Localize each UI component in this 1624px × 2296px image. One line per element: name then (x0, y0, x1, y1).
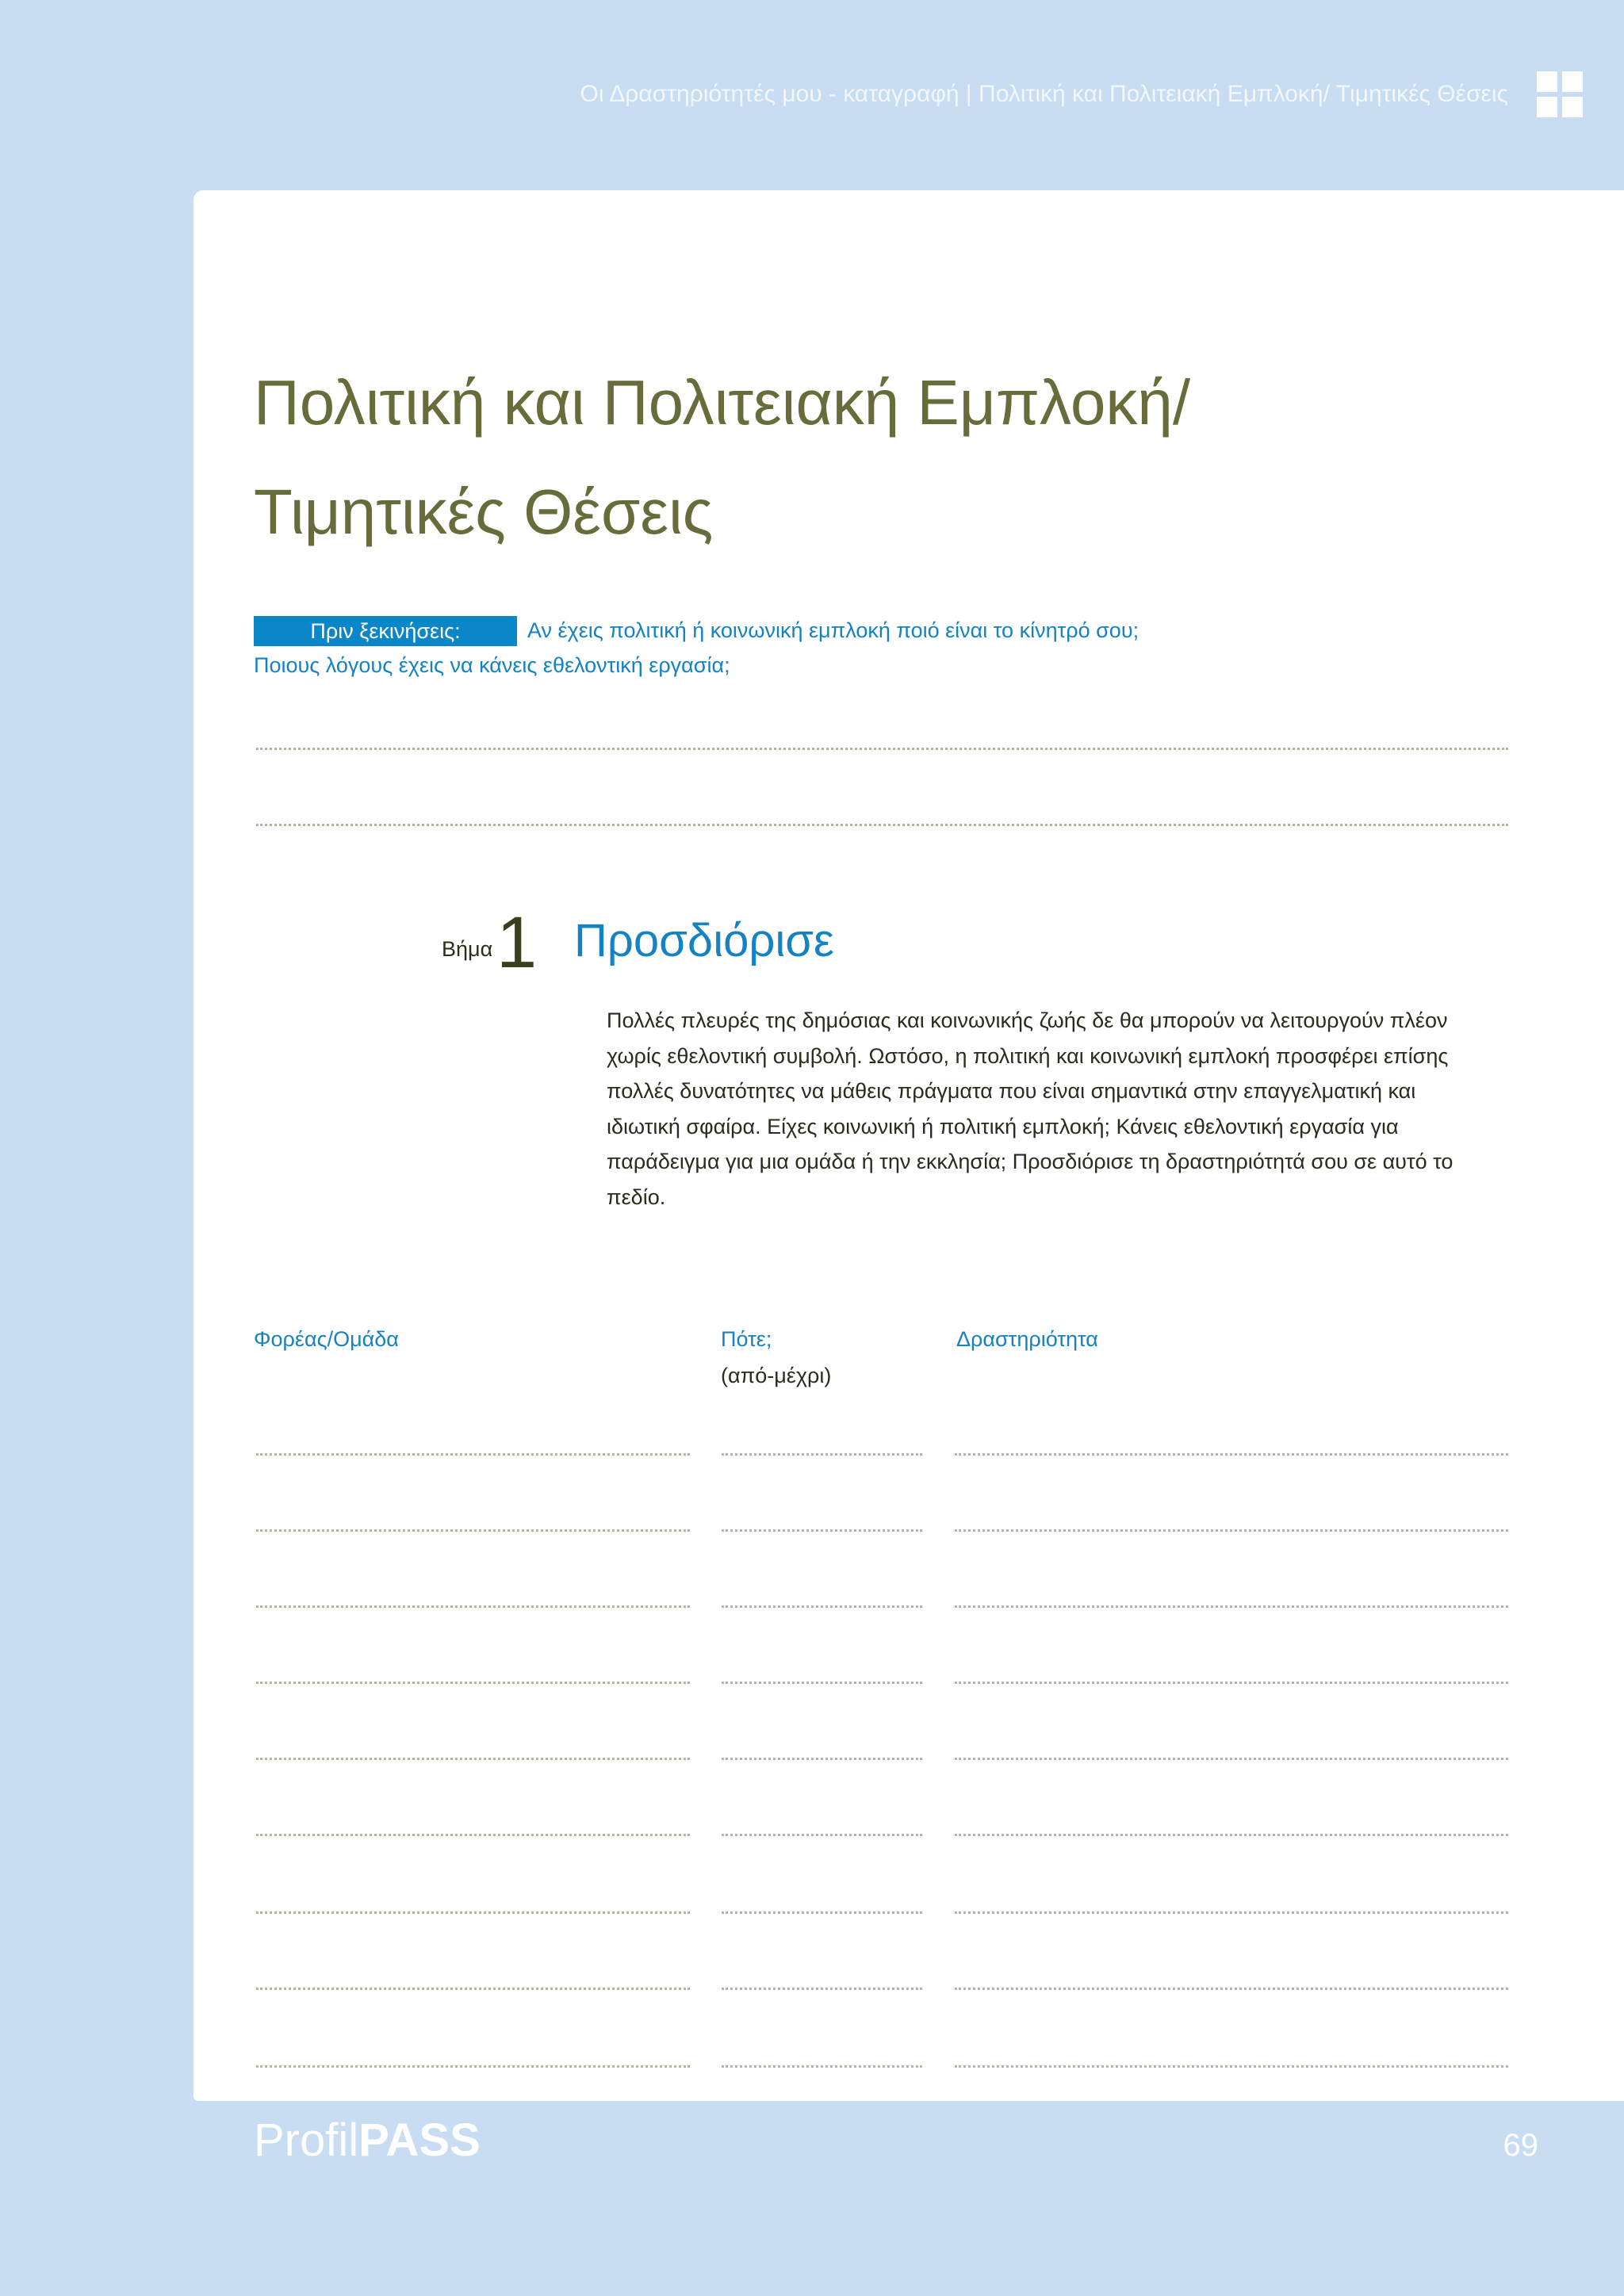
step-text-line: παράδειγμα για μια ομάδα ή την εκκλησία; Προσδιόρισε τη δραστηριότητά σου σε αυτό το (607, 1150, 1454, 1174)
writing-line-when[interactable] (722, 1758, 922, 1760)
grid-icon (1537, 71, 1583, 117)
writing-line-activity[interactable] (955, 1911, 1508, 1914)
writing-line-activity[interactable] (955, 1453, 1508, 1456)
step-description (607, 1003, 1453, 1215)
writing-line-organization[interactable] (256, 1529, 690, 1532)
step-number: 1 (496, 902, 538, 983)
intro-question1: Αν έχεις πολιτική ή κοινωνική εμπλοκή ποιό είναι το κίνητρό σου; (527, 618, 1139, 642)
writing-line-organization[interactable] (256, 1834, 690, 1836)
writing-line-activity[interactable] (955, 1682, 1508, 1684)
writing-line-when[interactable] (722, 1453, 922, 1456)
writing-line-activity[interactable] (955, 1529, 1508, 1532)
column-header-when: Πότε; (721, 1327, 772, 1351)
intro-label: Πριν ξεκινήσεις: (254, 616, 517, 646)
writing-line-activity[interactable] (955, 1988, 1508, 1990)
writing-line-organization[interactable] (256, 1682, 690, 1684)
writing-line-activity[interactable] (955, 1605, 1508, 1608)
page-title-line2: Τιμητικές Θέσεις (254, 476, 714, 547)
step-text-line: χωρίς εθελοντική συμβολή. Ωστόσο, η πολιτική και κοινωνική εμπλοκή προσφέρει επίσης (607, 1043, 1449, 1068)
running-title: Οι Δραστηριότητές μου - καταγραφή | Πολιτική και Πολιτειακή Εμπλοκή/ Τιμητικές Θέσεις (580, 81, 1508, 107)
writing-line-activity[interactable] (955, 2065, 1508, 2068)
writing-line-when[interactable] (722, 1529, 922, 1532)
writing-line-organization[interactable] (256, 1758, 690, 1760)
writing-line-when[interactable] (722, 1911, 922, 1914)
column-subheader-from-to: (από-μέχρι) (721, 1364, 832, 1387)
writing-line-when[interactable] (722, 2065, 922, 2068)
intro-writing-line-1[interactable] (256, 748, 1508, 750)
writing-line-organization[interactable] (256, 1988, 690, 1990)
page-title-line1: Πολιτική και Πολιτειακή Εμπλοκή/ (254, 367, 1191, 438)
page-number: 69 (1503, 2128, 1538, 2163)
writing-line-when[interactable] (722, 1682, 922, 1684)
step-text-line: ιδιωτική σφαίρα. Είχες κοινωνική ή πολιτική εμπλοκή; Κάνεις εθελοντική εργασία για (607, 1114, 1399, 1138)
writing-line-organization[interactable] (256, 1911, 690, 1914)
step-text-line: πολλές δυνατότητες να μάθεις πράγματα που είναι σημαντικά στην επαγγελματική και (607, 1079, 1416, 1104)
column-header-organization: Φορέας/Ομάδα (254, 1327, 399, 1351)
step-heading: Προσδιόρισε (574, 915, 834, 966)
step-text-line: Πολλές πλευρές της δημόσιας και κοινωνικής ζωής δε θα μπορούν να λειτουργούν πλέον (607, 1008, 1448, 1032)
writing-line-activity[interactable] (955, 1834, 1508, 1836)
intro-question2: Ποιους λόγους έχεις να κάνεις εθελοντική εργασία; (254, 653, 730, 677)
writing-line-when[interactable] (722, 1988, 922, 1990)
writing-line-activity[interactable] (955, 1758, 1508, 1760)
step-text-line: πεδίο. (607, 1184, 666, 1209)
writing-line-organization[interactable] (256, 2065, 690, 2068)
profilpass-logo: ProfilPASS (254, 2114, 481, 2166)
writing-line-when[interactable] (722, 1834, 922, 1836)
step-word: Βήμα (442, 937, 493, 961)
writing-line-when[interactable] (722, 1605, 922, 1608)
column-header-activity: Δραστηριότητα (956, 1327, 1098, 1351)
writing-line-organization[interactable] (256, 1605, 690, 1608)
intro-writing-line-2[interactable] (256, 824, 1508, 826)
writing-line-organization[interactable] (256, 1453, 690, 1456)
